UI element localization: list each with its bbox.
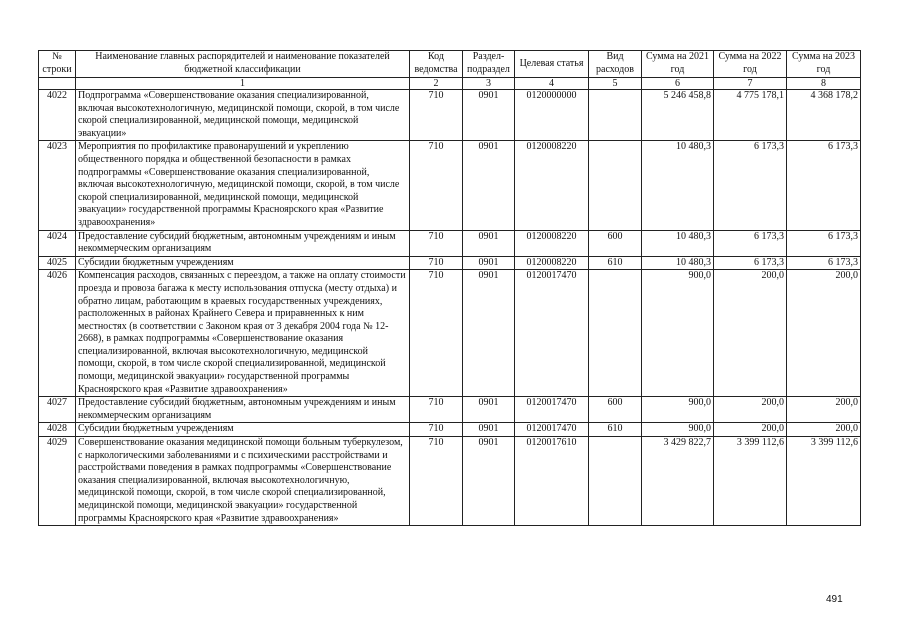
row-target: 0120017470 — [515, 423, 589, 437]
row-section: 0901 — [463, 423, 515, 437]
row-name: Предоставление субсидий бюджетным, автономным учреждениям и иным некоммерческим организациям — [76, 230, 410, 256]
row-sum-2022: 3 399 112,6 — [714, 437, 787, 526]
row-sum-2023: 6 173,3 — [787, 141, 861, 230]
page-number: 491 — [826, 594, 843, 605]
table-row — [39, 141, 861, 230]
table-row — [39, 397, 861, 423]
row-expense-type — [589, 90, 642, 141]
row-sum-2022: 6 173,3 — [714, 256, 787, 270]
row-dept-code: 710 — [410, 256, 463, 270]
row-name: Совершенствование оказания медицинской помощи больным туберкулезом, с наркологическими заболеваниями и с психическими расстройствами и расстройствами поведения в рамках подпрограммы «Совершенствование оказания специализированной, включая высокотехнологичную, медицинской помощи, скорой, в том числе скорой специализированной, медицинской помощи, медицинской эвакуации» государственной программы Красноярского края «Развитие здравоохранения» — [76, 437, 410, 526]
column-number: 6 — [642, 78, 714, 90]
row-section: 0901 — [463, 141, 515, 230]
row-section: 0901 — [463, 397, 515, 423]
row-number: 4025 — [39, 256, 76, 270]
column-number: 5 — [589, 78, 642, 90]
row-sum-2021: 900,0 — [642, 423, 714, 437]
row-target: 0120008220 — [515, 141, 589, 230]
budget-table — [38, 50, 861, 526]
row-number: 4023 — [39, 141, 76, 230]
row-sum-2021: 900,0 — [642, 270, 714, 397]
col-header-sum2022: Сумма на 2022 год — [714, 51, 787, 78]
row-sum-2021: 900,0 — [642, 397, 714, 423]
row-section: 0901 — [463, 437, 515, 526]
col-header-target: Целевая статья — [515, 51, 589, 78]
row-sum-2023: 4 368 178,2 — [787, 90, 861, 141]
row-expense-type — [589, 141, 642, 230]
row-dept-code: 710 — [410, 230, 463, 256]
row-sum-2023: 3 399 112,6 — [787, 437, 861, 526]
row-name: Компенсация расходов, связанных с переездом, а также на оплату стоимости проезда и провоза багажа к месту использования отпуска (месту отдыха) и обратно лицам, работающим в краевых государственных учреждениях, расположенных в районах Крайнего Севера и приравненных к ним местностях (в соответствии с Законом края от 3 декабря 2004 года № 12-2668), в рамках подпрограммы «Совершенствование оказания специализированной, включая высокотехнологичную, медицинской помощи, скорой, в том числе скорой специализированной, медицинской помощи, медицинской эвакуации» государственной программы Красноярского края «Развитие здравоохранения» — [76, 270, 410, 397]
row-sum-2021: 10 480,3 — [642, 256, 714, 270]
row-name: Субсидии бюджетным учреждениям — [76, 423, 410, 437]
row-sum-2021: 3 429 822,7 — [642, 437, 714, 526]
row-target: 0120017610 — [515, 437, 589, 526]
row-sum-2021: 10 480,3 — [642, 141, 714, 230]
row-sum-2021: 5 246 458,8 — [642, 90, 714, 141]
header-row — [39, 51, 861, 78]
row-name: Субсидии бюджетным учреждениям — [76, 256, 410, 270]
row-sum-2022: 6 173,3 — [714, 141, 787, 230]
column-number: 4 — [515, 78, 589, 90]
row-sum-2022: 6 173,3 — [714, 230, 787, 256]
table-row — [39, 230, 861, 256]
row-number: 4027 — [39, 397, 76, 423]
row-dept-code: 710 — [410, 270, 463, 397]
row-target: 0120017470 — [515, 270, 589, 397]
column-number — [39, 78, 76, 90]
row-sum-2023: 6 173,3 — [787, 230, 861, 256]
row-sum-2022: 200,0 — [714, 270, 787, 397]
row-name: Предоставление субсидий бюджетным, автономным учреждениям и иным некоммерческим организациям — [76, 397, 410, 423]
row-sum-2023: 200,0 — [787, 270, 861, 397]
col-header-type: Вид расходов — [589, 51, 642, 78]
row-number: 4029 — [39, 437, 76, 526]
row-target: 0120000000 — [515, 90, 589, 141]
row-sum-2022: 4 775 178,1 — [714, 90, 787, 141]
col-header-name: Наименование главных распорядителей и наименование показателей бюджетной классификации — [76, 51, 410, 78]
col-header-dept: Код ведомства — [410, 51, 463, 78]
col-header-section: Раздел-подраздел — [463, 51, 515, 78]
row-number: 4024 — [39, 230, 76, 256]
row-section: 0901 — [463, 270, 515, 397]
row-expense-type — [589, 270, 642, 397]
row-target: 0120017470 — [515, 397, 589, 423]
row-sum-2023: 200,0 — [787, 423, 861, 437]
row-number: 4028 — [39, 423, 76, 437]
table-row — [39, 437, 861, 526]
row-expense-type — [589, 437, 642, 526]
row-section: 0901 — [463, 230, 515, 256]
row-expense-type: 610 — [589, 256, 642, 270]
row-dept-code: 710 — [410, 397, 463, 423]
row-sum-2023: 200,0 — [787, 397, 861, 423]
column-number: 3 — [463, 78, 515, 90]
table-row — [39, 256, 861, 270]
row-sum-2021: 10 480,3 — [642, 230, 714, 256]
column-number: 1 — [76, 78, 410, 90]
row-sum-2023: 6 173,3 — [787, 256, 861, 270]
col-header-sum2023: Сумма на 2023 год — [787, 51, 861, 78]
col-header-sum2021: Сумма на 2021 год — [642, 51, 714, 78]
column-number: 8 — [787, 78, 861, 90]
col-header-num: № строки — [39, 51, 76, 78]
row-sum-2022: 200,0 — [714, 397, 787, 423]
row-section: 0901 — [463, 256, 515, 270]
row-target: 0120008220 — [515, 230, 589, 256]
row-number: 4022 — [39, 90, 76, 141]
row-target: 0120008220 — [515, 256, 589, 270]
table-row — [39, 90, 861, 141]
row-dept-code: 710 — [410, 437, 463, 526]
column-number: 2 — [410, 78, 463, 90]
table-row — [39, 423, 861, 437]
row-number: 4026 — [39, 270, 76, 397]
column-number: 7 — [714, 78, 787, 90]
row-name: Мероприятия по профилактике правонарушений и укреплению общественного порядка и общественной безопасности в рамках подпрограммы «Совершенствование оказания специализированной, включая высокотехнологичную, медицинской помощи, скорой, в том числе скорой специализированной, медицинской помощи, медицинской эвакуации» государственной программы Красноярского края «Развитие здравоохранения» — [76, 141, 410, 230]
row-expense-type: 610 — [589, 423, 642, 437]
row-name: Подпрограмма «Совершенствование оказания специализированной, включая высокотехнологичную, медицинской помощи, скорой, в том числе скорой специализированной, медицинской помощи, медицинской эвакуации» — [76, 90, 410, 141]
row-dept-code: 710 — [410, 141, 463, 230]
row-dept-code: 710 — [410, 423, 463, 437]
row-sum-2022: 200,0 — [714, 423, 787, 437]
row-expense-type: 600 — [589, 397, 642, 423]
column-numbers-row — [39, 78, 861, 90]
row-dept-code: 710 — [410, 90, 463, 141]
row-expense-type: 600 — [589, 230, 642, 256]
row-section: 0901 — [463, 90, 515, 141]
table-row — [39, 270, 861, 397]
